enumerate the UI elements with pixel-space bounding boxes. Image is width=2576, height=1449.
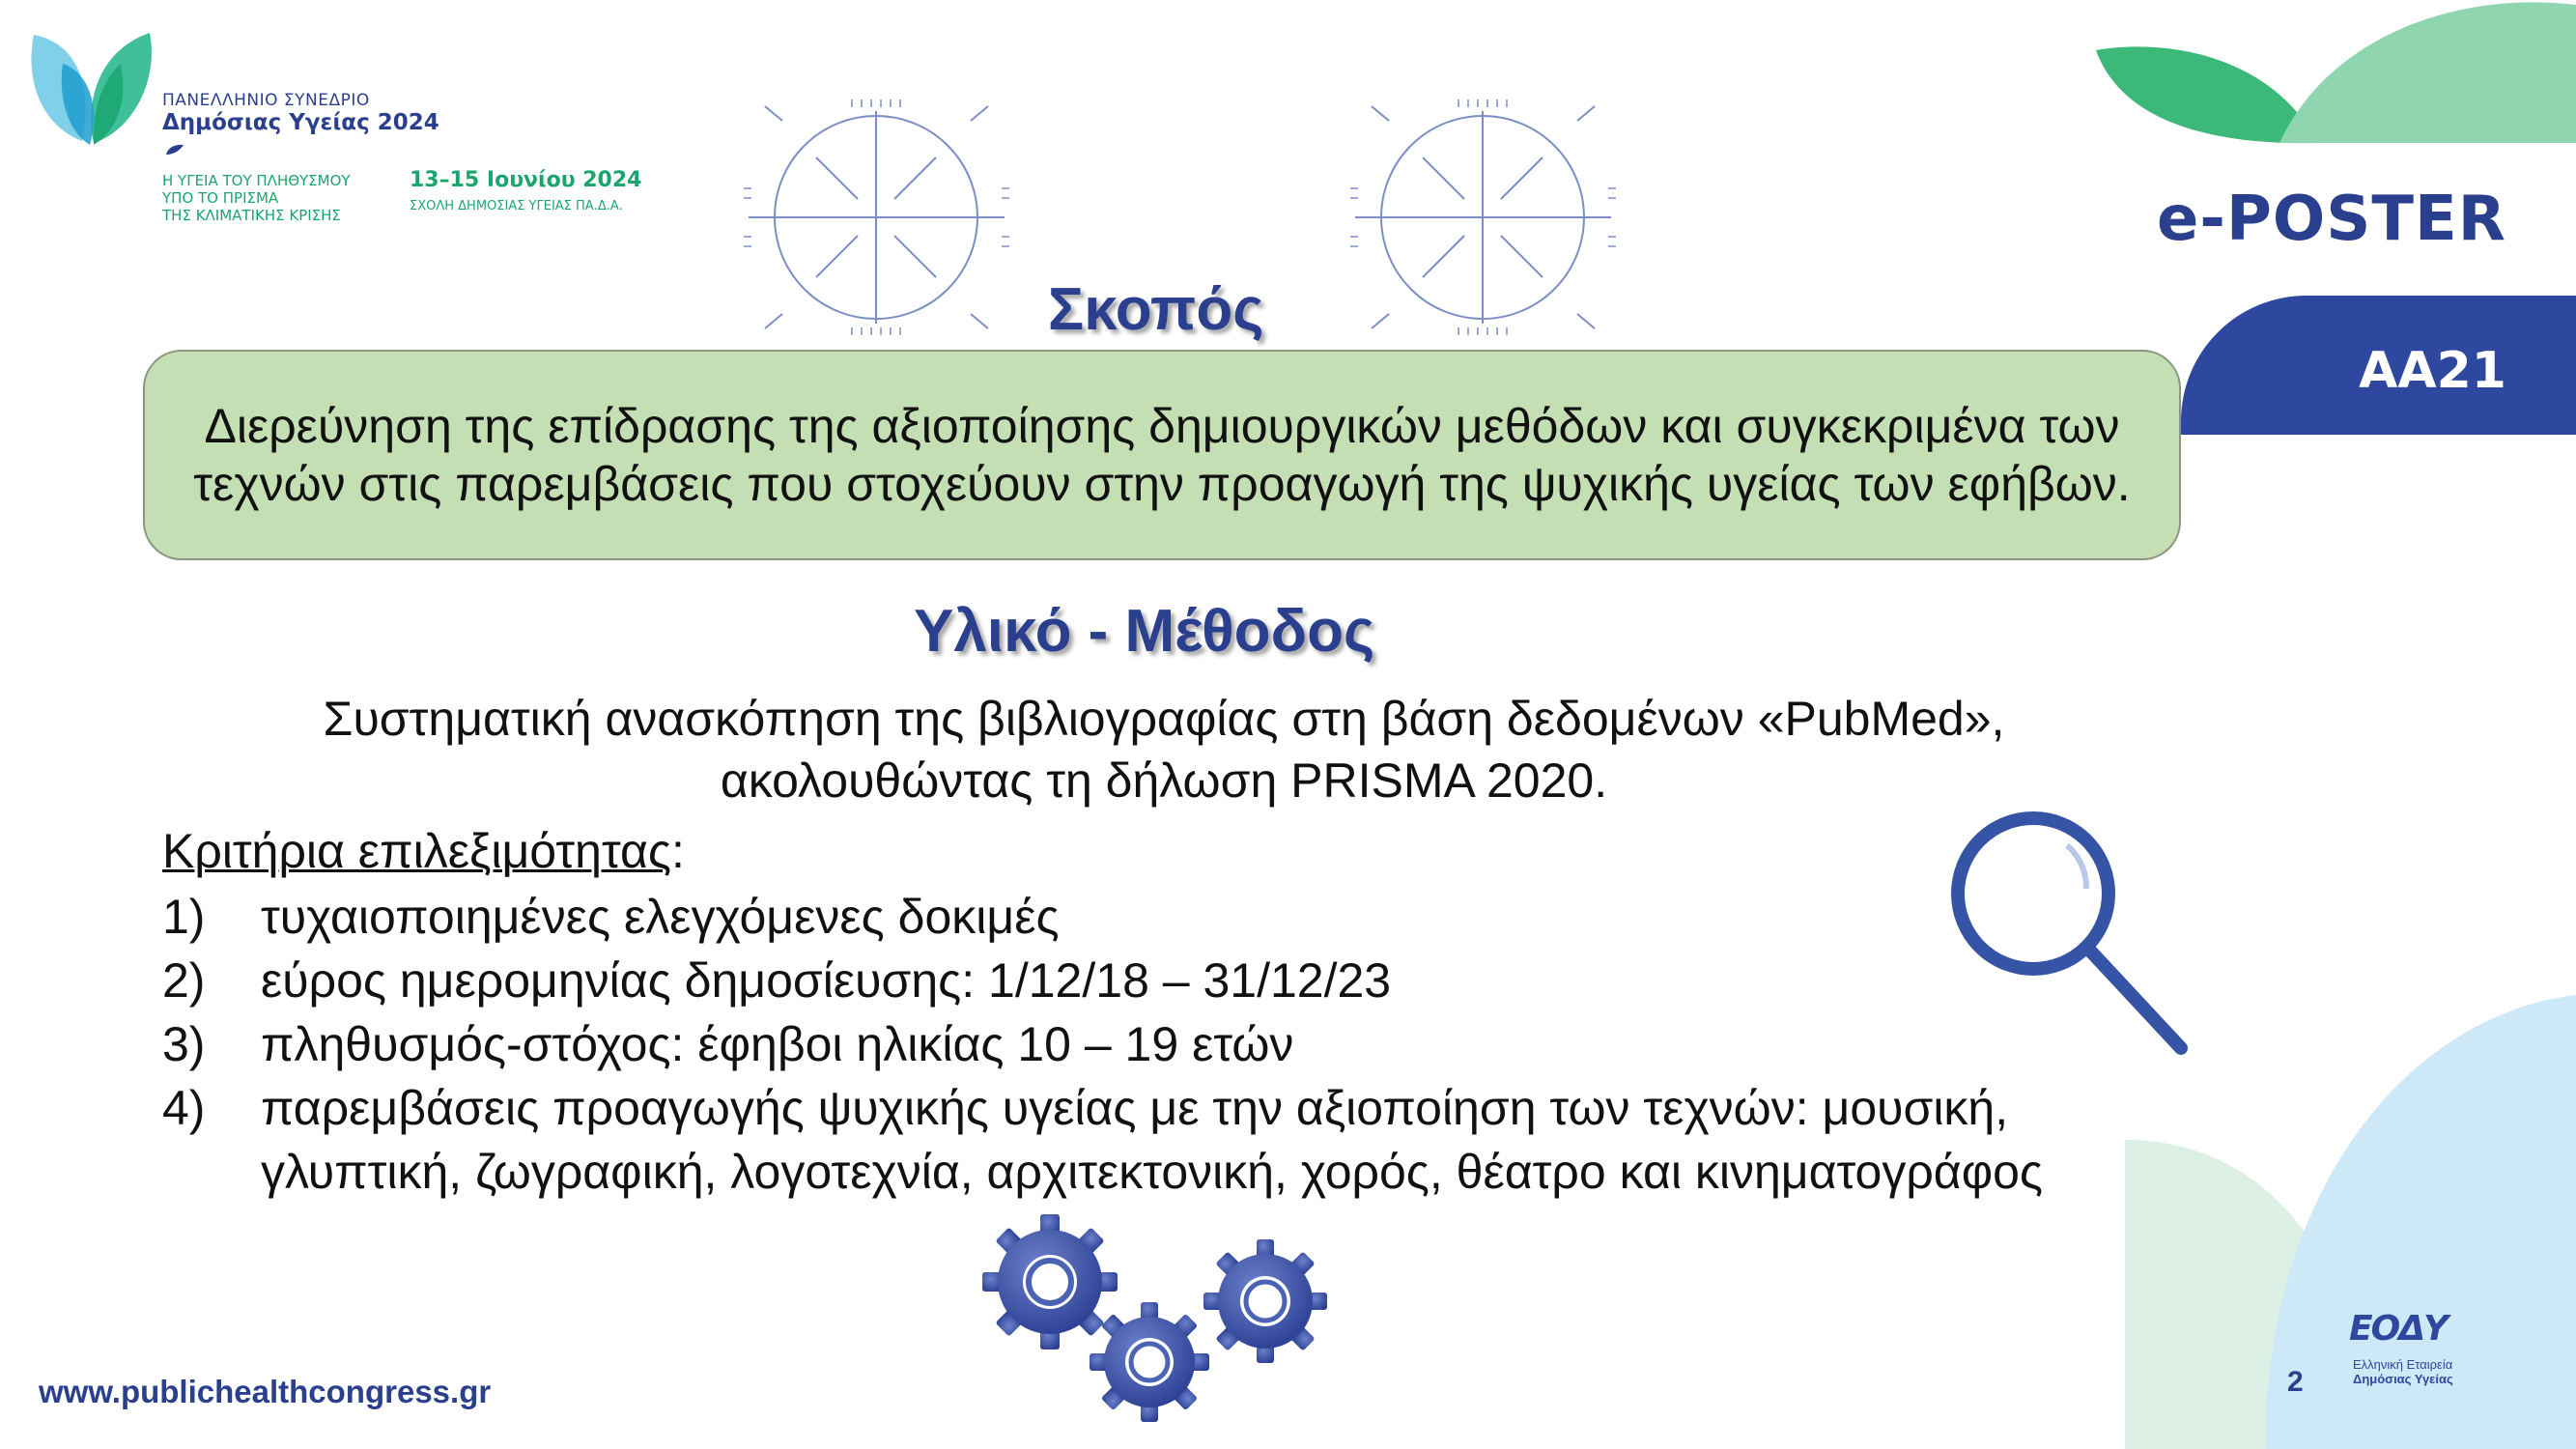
poster-code-badge [2181, 296, 2576, 435]
gears-icon [980, 1212, 1347, 1430]
aim-heading: Σκοπός [1048, 276, 1264, 343]
method-heading: Υλικό - Μέθοδος [914, 598, 1375, 665]
gear-right [1203, 1239, 1327, 1363]
method-description-line1: Συστηματική ανασκόπηση της βιβλιογραφίας στη βάση δεδομένων «PubMed», [323, 692, 2005, 746]
page-number: 2 [2287, 1366, 2304, 1398]
list-item-number: 4) [162, 1081, 206, 1135]
list-item [162, 1076, 2142, 1204]
poster-type-label: e-POSTER [2156, 184, 2506, 255]
list-item [162, 885, 2142, 949]
gear-bottom [1090, 1302, 1209, 1422]
list-item-text: τυχαιοποιημένες ελεγχόμενες δοκιμές [261, 890, 1060, 944]
theme-line1: Η ΥΓΕΙΑ ΤΟΥ ΠΛΗΘΥΣΜΟΥ [162, 172, 351, 189]
congress-dates: 13–15 Ιουνίου 2024 [410, 168, 642, 192]
method-description-line2: ακολουθώντας τη δήλωση PRISMA 2020. [720, 753, 1608, 808]
poster-code: ΑΑ21 [2359, 342, 2506, 400]
criteria-title-text: Κριτήρια επιλεξιμότητας [162, 824, 672, 878]
organization-logo-mark: ΕΟΔΥ [2349, 1309, 2448, 1349]
aim-box [143, 350, 2181, 560]
website-link[interactable]: www.publichealthcongress.gr [39, 1374, 492, 1409]
organization-name-line1: Ελληνική Εταιρεία [2353, 1357, 2453, 1372]
crosshair-diagram-icon [744, 92, 1009, 343]
list-item-number: 3) [162, 1017, 206, 1071]
congress-logo [19, 19, 695, 232]
crosshair-diagram-icon [1350, 92, 1616, 343]
criteria-list [162, 885, 2142, 1204]
congress-line1: ΠΑΝΕΛΛΗΝΙΟ ΣΥΝΕΔΡΙΟ [162, 91, 370, 110]
list-item [162, 1012, 2142, 1076]
aim-text: Διερεύνηση της επίδρασης της αξιοποίησης δημιουργικών μεθόδων και συγκεκριμένα των τεχνών στις παρεμβάσεις που στοχεύουν στην προαγωγή της ψυχικής υγείας των εφήβων. [193, 399, 2131, 511]
gear-large [982, 1214, 1118, 1350]
leaf-mark-icon [164, 143, 185, 156]
organization-name-line2: Δημόσιας Υγείας [2353, 1372, 2453, 1386]
list-item-text: εύρος ημερομηνίας δημοσίευσης: 1/12/18 – 31/12/23 [261, 953, 1392, 1008]
organization-logo [2345, 1309, 2471, 1386]
conference-leaf-logo [24, 25, 159, 151]
list-item-number: 2) [162, 953, 206, 1008]
method-description [164, 688, 2164, 811]
list-item [162, 949, 2142, 1012]
theme-line3: ΤΗΣ ΚΛΙΜΑΤΙΚΗΣ ΚΡΙΣΗΣ [162, 207, 341, 224]
criteria-title: Κριτήρια επιλεξιμότητας: [162, 824, 685, 878]
list-item-text: παρεμβάσεις προαγωγής ψυχικής υγείας με την αξιοποίηση των τεχνών: μουσική, γλυπτική, ζωγραφική, λογοτεχνία, αρχιτεκτονική, χορός, θέατρο και κινηματογράφος [261, 1081, 2044, 1199]
corner-leaves-top-right [2086, 0, 2576, 145]
list-item-number: 1) [162, 890, 206, 944]
list-item-text: πληθυσμός-στόχος: έφηβοι ηλικίας 10 – 19 ετών [261, 1017, 1294, 1071]
magnifier-icon [1941, 802, 2193, 1063]
congress-venue: ΣΧΟΛΗ ΔΗΜΟΣΙΑΣ ΥΓΕΙΑΣ ΠΑ.Δ.Α. [410, 199, 623, 213]
theme-line2: ΥΠΟ ΤΟ ΠΡΙΣΜΑ [162, 189, 279, 207]
congress-line2: Δημόσιας Υγείας 2024 [162, 110, 439, 135]
